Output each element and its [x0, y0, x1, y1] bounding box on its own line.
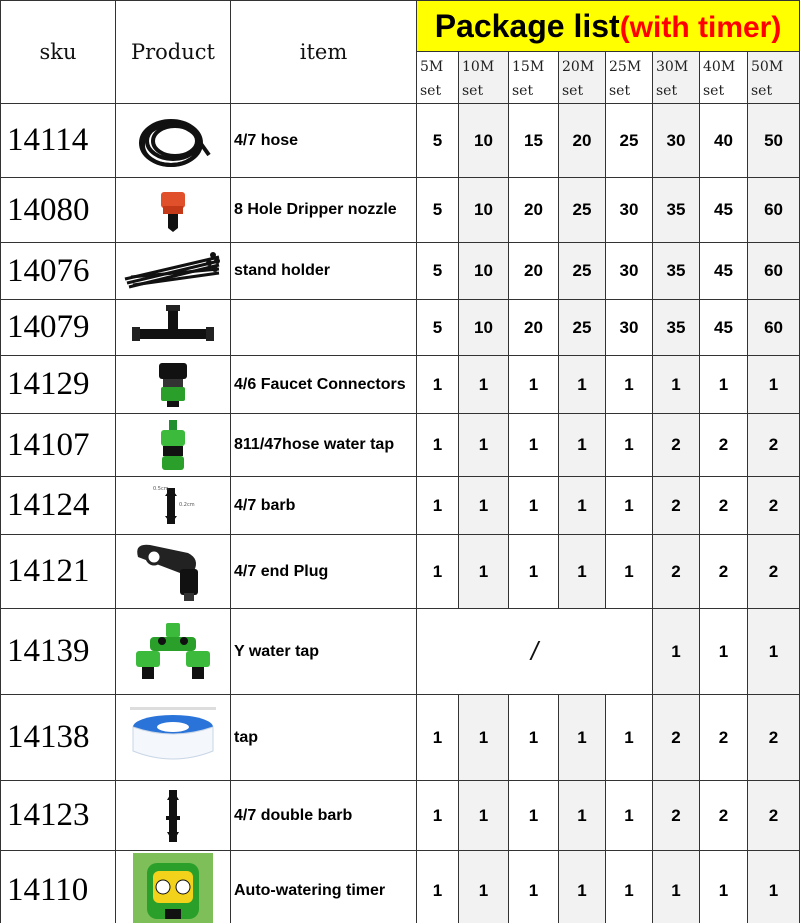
coiled-hose-icon — [116, 111, 230, 171]
qty-cell: 20 — [509, 243, 559, 300]
qty-cell: 5 — [417, 300, 459, 356]
sku-cell: 14138 — [1, 695, 116, 781]
table-row — [1, 535, 800, 609]
qty-cell: 1 — [606, 414, 653, 477]
qty-cell: 1 — [509, 851, 559, 923]
qty-cell: 1 — [417, 781, 459, 851]
qty-cell: 1 — [459, 356, 509, 414]
qty-cell: 25 — [559, 178, 606, 243]
sku-cell: 14139 — [1, 609, 116, 695]
qty-cell: 10 — [459, 104, 509, 178]
qty-cell: 20 — [509, 178, 559, 243]
qty-cell: 1 — [459, 477, 509, 535]
qty-cell: 1 — [606, 477, 653, 535]
item-cell: 4/7 hose — [231, 104, 417, 178]
end-plug-icon — [116, 539, 230, 605]
qty-cell: 20 — [509, 300, 559, 356]
qty-cell: 1 — [748, 356, 800, 414]
qty-cell: 2 — [748, 781, 800, 851]
set-label: set — [703, 83, 725, 99]
table-row — [1, 104, 800, 178]
qty-cell: 1 — [559, 695, 606, 781]
set-label: set — [656, 83, 678, 99]
product-image-cell — [116, 300, 231, 356]
sku-cell: 14079 — [1, 300, 116, 356]
not-included-cell: / — [417, 609, 653, 695]
qty-cell: 10 — [459, 243, 509, 300]
qty-cell: 25 — [606, 104, 653, 178]
set-label: set — [420, 83, 442, 99]
qty-cell: 1 — [748, 609, 800, 695]
qty-cell: 1 — [606, 535, 653, 609]
qty-cell: 1 — [653, 851, 700, 923]
product-image-cell — [116, 104, 231, 178]
svg-text:0.5cm: 0.5cm — [153, 485, 169, 492]
table-row — [1, 695, 800, 781]
table-row — [1, 243, 800, 300]
product-image-cell — [116, 781, 231, 851]
qty-cell: 2 — [700, 414, 748, 477]
qty-cell: 1 — [700, 851, 748, 923]
qty-cell: 1 — [417, 414, 459, 477]
qty-cell: 45 — [700, 178, 748, 243]
item-cell: 8 Hole Dripper nozzle — [231, 178, 417, 243]
qty-cell: 1 — [606, 781, 653, 851]
set-label: set — [512, 83, 534, 99]
qty-cell: 1 — [700, 609, 748, 695]
qty-cell: 1 — [559, 535, 606, 609]
qty-cell: 1 — [700, 356, 748, 414]
qty-cell: 10 — [459, 300, 509, 356]
product-image-cell — [116, 609, 231, 695]
item-cell: 4/7 double barb — [231, 781, 417, 851]
qty-cell: 1 — [509, 695, 559, 781]
product-image-cell — [116, 356, 231, 414]
qty-cell: 1 — [509, 781, 559, 851]
sku-cell: 14107 — [1, 414, 116, 477]
sku-cell: 14076 — [1, 243, 116, 300]
double-barb-icon — [116, 786, 230, 846]
table-row — [1, 851, 800, 923]
item-cell: Y water tap — [231, 609, 417, 695]
set-label: set — [562, 83, 584, 99]
qty-cell: 25 — [559, 243, 606, 300]
set-label: set — [751, 83, 773, 99]
qty-cell: 2 — [653, 695, 700, 781]
size-label: 20M — [562, 59, 595, 75]
table-row — [1, 477, 800, 535]
qty-cell: 35 — [653, 300, 700, 356]
size-header-50m — [748, 52, 800, 104]
qty-cell: 5 — [417, 104, 459, 178]
qty-cell: 2 — [653, 414, 700, 477]
qty-cell: 2 — [653, 477, 700, 535]
qty-cell: 30 — [606, 300, 653, 356]
qty-cell: 5 — [417, 178, 459, 243]
qty-cell: 1 — [559, 414, 606, 477]
size-header-15m — [509, 52, 559, 104]
size-label: 30M — [656, 59, 689, 75]
water-tap-adapter-icon — [116, 418, 230, 472]
item-cell: 4/6 Faucet Connectors — [231, 356, 417, 414]
qty-cell: 1 — [459, 851, 509, 923]
sku-cell: 14124 — [1, 477, 116, 535]
size-header-25m — [606, 52, 653, 104]
table-row — [1, 609, 800, 695]
size-label: 5M — [420, 59, 444, 75]
tee-connector-icon — [116, 303, 230, 353]
qty-cell: 2 — [700, 695, 748, 781]
qty-cell: 1 — [417, 477, 459, 535]
qty-cell: 2 — [700, 781, 748, 851]
table-row — [1, 356, 800, 414]
qty-cell: 50 — [748, 104, 800, 178]
qty-cell: 1 — [417, 851, 459, 923]
qty-cell: 20 — [559, 104, 606, 178]
title-sub: (with timer) — [619, 10, 782, 44]
qty-cell: 1 — [459, 695, 509, 781]
qty-cell: 2 — [700, 535, 748, 609]
sku-cell: 14121 — [1, 535, 116, 609]
qty-cell: 1 — [417, 535, 459, 609]
item-cell: tap — [231, 695, 417, 781]
qty-cell: 35 — [653, 243, 700, 300]
qty-cell: 35 — [653, 178, 700, 243]
qty-cell: 5 — [417, 243, 459, 300]
qty-cell: 2 — [748, 477, 800, 535]
table-row — [1, 781, 800, 851]
qty-cell: 60 — [748, 300, 800, 356]
size-header-10m — [459, 52, 509, 104]
qty-cell: 40 — [700, 104, 748, 178]
ptfe-tape-icon — [116, 705, 230, 771]
size-header-40m — [700, 52, 748, 104]
item-cell: 4/7 end Plug — [231, 535, 417, 609]
product-image-cell — [116, 178, 231, 243]
qty-cell: 1 — [509, 535, 559, 609]
product-image-cell — [116, 477, 231, 535]
qty-cell: 10 — [459, 178, 509, 243]
qty-cell: 30 — [653, 104, 700, 178]
item-cell — [231, 300, 417, 356]
qty-cell: 1 — [459, 781, 509, 851]
size-header-20m — [559, 52, 606, 104]
sku-cell: 14129 — [1, 356, 116, 414]
qty-cell: 15 — [509, 104, 559, 178]
qty-cell: 1 — [606, 695, 653, 781]
qty-cell: 1 — [606, 356, 653, 414]
qty-cell: 2 — [653, 781, 700, 851]
qty-cell: 1 — [509, 477, 559, 535]
y-splitter-icon — [116, 619, 230, 685]
item-header: item — [231, 1, 417, 104]
sku-header: sku — [1, 1, 116, 104]
barb-icon — [116, 484, 230, 528]
qty-cell: 30 — [606, 243, 653, 300]
qty-cell: 1 — [559, 477, 606, 535]
sku-cell: 14123 — [1, 781, 116, 851]
sku-cell: 14080 — [1, 178, 116, 243]
qty-cell: 2 — [748, 535, 800, 609]
sku-cell: 14110 — [1, 851, 116, 923]
qty-cell: 45 — [700, 300, 748, 356]
table-row — [1, 414, 800, 477]
size-label: 10M — [462, 59, 495, 75]
qty-cell: 30 — [606, 178, 653, 243]
qty-cell: 60 — [748, 243, 800, 300]
qty-cell: 2 — [700, 477, 748, 535]
dripper-nozzle-icon — [116, 188, 230, 232]
product-image-cell — [116, 414, 231, 477]
size-label: 15M — [512, 59, 545, 75]
size-header-30m — [653, 52, 700, 104]
qty-cell: 2 — [748, 695, 800, 781]
qty-cell: 1 — [559, 781, 606, 851]
table-row — [1, 178, 800, 243]
qty-cell: 1 — [653, 609, 700, 695]
size-header-5m — [417, 52, 459, 104]
qty-cell: 1 — [559, 356, 606, 414]
qty-cell: 45 — [700, 243, 748, 300]
item-cell: 4/7 barb — [231, 477, 417, 535]
table-row — [1, 300, 800, 356]
qty-cell: 1 — [559, 851, 606, 923]
set-label: set — [462, 83, 484, 99]
qty-cell: 1 — [459, 535, 509, 609]
item-cell: stand holder — [231, 243, 417, 300]
qty-cell: 2 — [653, 535, 700, 609]
qty-cell: 1 — [417, 695, 459, 781]
package-list-title — [417, 1, 800, 52]
title-main: Package list — [434, 7, 620, 44]
qty-cell: 1 — [653, 356, 700, 414]
size-label: 25M — [609, 59, 642, 75]
qty-cell: 1 — [509, 414, 559, 477]
item-cell: Auto-watering timer — [231, 851, 417, 923]
product-image-cell — [116, 851, 231, 923]
qty-cell: 2 — [748, 414, 800, 477]
qty-cell: 25 — [559, 300, 606, 356]
qty-cell: 1 — [417, 356, 459, 414]
faucet-connector-icon — [116, 361, 230, 409]
stake-bundle-icon — [116, 249, 230, 293]
size-label: 40M — [703, 59, 736, 75]
qty-cell: 1 — [509, 356, 559, 414]
size-label: 50M — [751, 59, 784, 75]
qty-cell: 1 — [606, 851, 653, 923]
product-header: Product — [116, 1, 231, 104]
item-cell: 811/47hose water tap — [231, 414, 417, 477]
qty-cell: 1 — [459, 414, 509, 477]
qty-cell: 1 — [748, 851, 800, 923]
product-image-cell — [116, 535, 231, 609]
product-image-cell — [116, 243, 231, 300]
set-label: set — [609, 83, 631, 99]
watering-timer-icon — [116, 853, 230, 923]
product-image-cell — [116, 695, 231, 781]
sku-cell: 14114 — [1, 104, 116, 178]
qty-cell: 60 — [748, 178, 800, 243]
svg-text:0.2cm: 0.2cm — [179, 501, 195, 508]
